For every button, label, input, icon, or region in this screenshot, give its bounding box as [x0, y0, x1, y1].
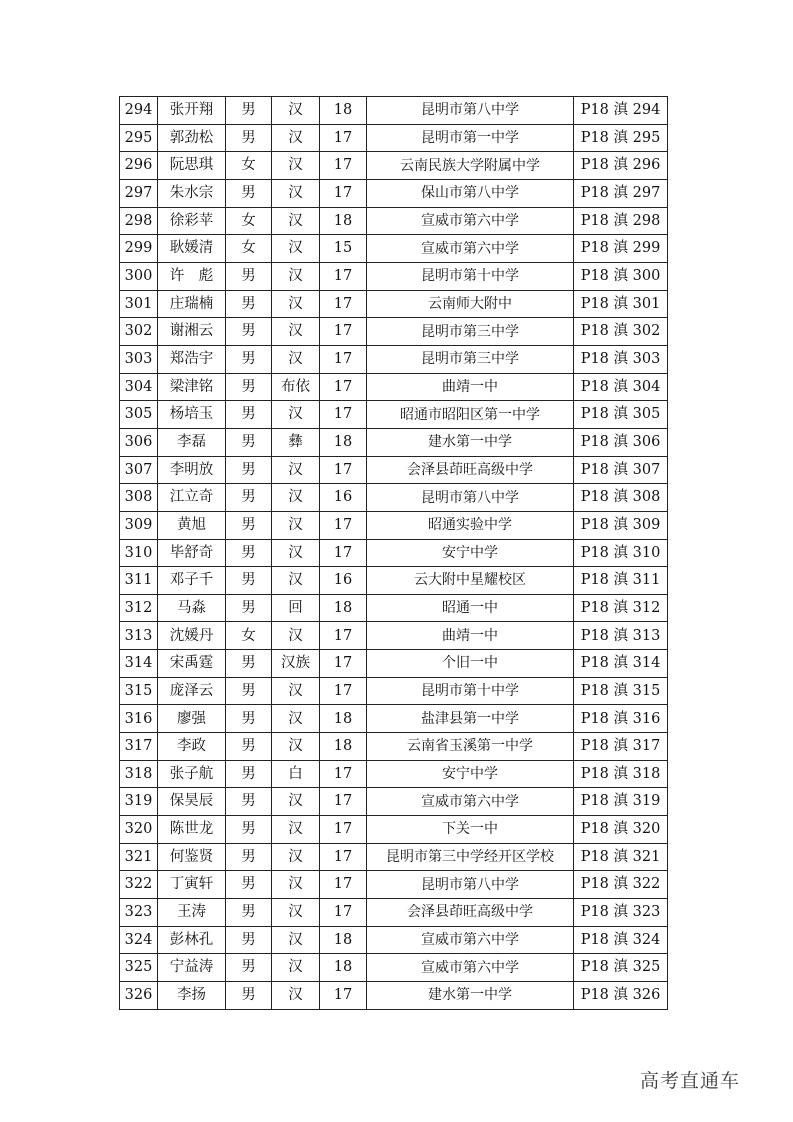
row-number-cell: 296 [120, 152, 158, 180]
row-number-cell: 300 [120, 262, 158, 290]
registration-id-cell: P18 滇 307 [574, 456, 668, 484]
student-name-cell: 张开翔 [158, 97, 226, 125]
ethnicity-cell: 汉 [272, 871, 320, 899]
row-number-cell: 303 [120, 345, 158, 373]
registration-id-cell: P18 滇 322 [574, 871, 668, 899]
registration-id-cell: P18 滇 303 [574, 345, 668, 373]
school-cell: 云大附中星耀校区 [367, 567, 574, 595]
gender-cell: 男 [226, 871, 272, 899]
registration-id-cell: P18 滇 297 [574, 179, 668, 207]
school-cell: 个旧一中 [367, 650, 574, 678]
registration-id-cell: P18 滇 324 [574, 926, 668, 954]
age-cell: 18 [320, 926, 367, 954]
table-row [120, 373, 668, 401]
ethnicity-cell: 汉 [272, 179, 320, 207]
table-row [120, 816, 668, 844]
ethnicity-cell: 汉 [272, 954, 320, 982]
row-number-cell: 308 [120, 484, 158, 512]
age-cell: 18 [320, 428, 367, 456]
table-row [120, 677, 668, 705]
row-number-cell: 322 [120, 871, 158, 899]
school-cell: 宣威市第六中学 [367, 788, 574, 816]
age-cell: 18 [320, 97, 367, 125]
gender-cell: 男 [226, 484, 272, 512]
age-cell: 18 [320, 207, 367, 235]
gender-cell: 男 [226, 650, 272, 678]
ethnicity-cell: 汉 [272, 484, 320, 512]
school-cell: 昆明市第十中学 [367, 677, 574, 705]
student-name-cell: 陈世龙 [158, 816, 226, 844]
watermark-text: 高考直通车 [640, 1070, 741, 1092]
ethnicity-cell: 汉 [272, 262, 320, 290]
gender-cell: 男 [226, 788, 272, 816]
registration-id-cell: P18 滇 314 [574, 650, 668, 678]
table-row [120, 428, 668, 456]
student-name-cell: 李明放 [158, 456, 226, 484]
registration-id-cell: P18 滇 310 [574, 539, 668, 567]
row-number-cell: 309 [120, 511, 158, 539]
registration-id-cell: P18 滇 320 [574, 816, 668, 844]
student-name-cell: 耿媛清 [158, 235, 226, 263]
registration-id-cell: P18 滇 304 [574, 373, 668, 401]
student-name-cell: 宋禹霆 [158, 650, 226, 678]
age-cell: 17 [320, 456, 367, 484]
table-row [120, 97, 668, 125]
ethnicity-cell: 汉 [272, 622, 320, 650]
registration-id-cell: P18 滇 309 [574, 511, 668, 539]
row-number-cell: 298 [120, 207, 158, 235]
table-row [120, 650, 668, 678]
age-cell: 18 [320, 594, 367, 622]
row-number-cell: 306 [120, 428, 158, 456]
row-number-cell: 318 [120, 760, 158, 788]
age-cell: 17 [320, 899, 367, 927]
row-number-cell: 294 [120, 97, 158, 125]
table-row [120, 733, 668, 761]
ethnicity-cell: 汉 [272, 677, 320, 705]
registration-id-cell: P18 滇 321 [574, 843, 668, 871]
gender-cell: 女 [226, 152, 272, 180]
school-cell: 昆明市第三中学 [367, 345, 574, 373]
gender-cell: 男 [226, 954, 272, 982]
gender-cell: 男 [226, 899, 272, 927]
age-cell: 17 [320, 290, 367, 318]
school-cell: 曲靖一中 [367, 622, 574, 650]
ethnicity-cell: 汉 [272, 539, 320, 567]
gender-cell: 男 [226, 262, 272, 290]
school-cell: 昭通一中 [367, 594, 574, 622]
table-row [120, 788, 668, 816]
school-cell: 保山市第八中学 [367, 179, 574, 207]
gender-cell: 男 [226, 760, 272, 788]
gender-cell: 男 [226, 843, 272, 871]
school-cell: 宣威市第六中学 [367, 207, 574, 235]
school-cell: 建水第一中学 [367, 428, 574, 456]
ethnicity-cell: 汉 [272, 207, 320, 235]
school-cell: 安宁中学 [367, 760, 574, 788]
table-row [120, 622, 668, 650]
school-cell: 昆明市第八中学 [367, 484, 574, 512]
student-name-cell: 庞泽云 [158, 677, 226, 705]
student-name-cell: 马淼 [158, 594, 226, 622]
school-cell: 曲靖一中 [367, 373, 574, 401]
row-number-cell: 324 [120, 926, 158, 954]
age-cell: 18 [320, 705, 367, 733]
school-cell: 昭通实验中学 [367, 511, 574, 539]
school-cell: 昆明市第十中学 [367, 262, 574, 290]
registration-id-cell: P18 滇 315 [574, 677, 668, 705]
registration-id-cell: P18 滇 298 [574, 207, 668, 235]
gender-cell: 男 [226, 982, 272, 1010]
row-number-cell: 326 [120, 982, 158, 1010]
school-cell: 宣威市第六中学 [367, 926, 574, 954]
school-cell: 会泽县茚旺高级中学 [367, 899, 574, 927]
school-cell: 安宁中学 [367, 539, 574, 567]
age-cell: 17 [320, 318, 367, 346]
registration-id-cell: P18 滇 296 [574, 152, 668, 180]
student-name-cell: 王涛 [158, 899, 226, 927]
school-cell: 昆明市第八中学 [367, 97, 574, 125]
school-cell: 昆明市第三中学 [367, 318, 574, 346]
row-number-cell: 325 [120, 954, 158, 982]
student-name-cell: 沈媛丹 [158, 622, 226, 650]
student-name-cell: 许 彪 [158, 262, 226, 290]
roster-table [119, 96, 668, 1010]
table-row [120, 843, 668, 871]
registration-id-cell: P18 滇 301 [574, 290, 668, 318]
ethnicity-cell: 汉 [272, 843, 320, 871]
table-row [120, 760, 668, 788]
ethnicity-cell: 汉 [272, 733, 320, 761]
ethnicity-cell: 汉 [272, 456, 320, 484]
ethnicity-cell: 汉 [272, 124, 320, 152]
registration-id-cell: P18 滇 305 [574, 401, 668, 429]
ethnicity-cell: 汉 [272, 235, 320, 263]
table-row [120, 539, 668, 567]
ethnicity-cell: 汉 [272, 97, 320, 125]
table-row [120, 345, 668, 373]
age-cell: 17 [320, 345, 367, 373]
gender-cell: 男 [226, 97, 272, 125]
row-number-cell: 302 [120, 318, 158, 346]
table-row [120, 207, 668, 235]
row-number-cell: 321 [120, 843, 158, 871]
school-cell: 昆明市第八中学 [367, 871, 574, 899]
gender-cell: 男 [226, 318, 272, 346]
age-cell: 17 [320, 816, 367, 844]
gender-cell: 女 [226, 235, 272, 263]
age-cell: 15 [320, 235, 367, 263]
registration-id-cell: P18 滇 318 [574, 760, 668, 788]
registration-id-cell: P18 滇 325 [574, 954, 668, 982]
row-number-cell: 310 [120, 539, 158, 567]
age-cell: 17 [320, 373, 367, 401]
age-cell: 17 [320, 788, 367, 816]
registration-id-cell: P18 滇 313 [574, 622, 668, 650]
gender-cell: 女 [226, 622, 272, 650]
gender-cell: 男 [226, 816, 272, 844]
table-row [120, 262, 668, 290]
student-name-cell: 彭林孔 [158, 926, 226, 954]
student-name-cell: 黄旭 [158, 511, 226, 539]
registration-id-cell: P18 滇 316 [574, 705, 668, 733]
age-cell: 17 [320, 871, 367, 899]
student-name-cell: 杨培玉 [158, 401, 226, 429]
table-row [120, 871, 668, 899]
gender-cell: 男 [226, 567, 272, 595]
table-row [120, 899, 668, 927]
table-row [120, 124, 668, 152]
row-number-cell: 301 [120, 290, 158, 318]
ethnicity-cell: 汉 [272, 816, 320, 844]
table-row [120, 567, 668, 595]
registration-id-cell: P18 滇 312 [574, 594, 668, 622]
ethnicity-cell: 汉 [272, 345, 320, 373]
ethnicity-cell: 汉 [272, 290, 320, 318]
row-number-cell: 315 [120, 677, 158, 705]
registration-id-cell: P18 滇 294 [574, 97, 668, 125]
registration-id-cell: P18 滇 299 [574, 235, 668, 263]
registration-id-cell: P18 滇 323 [574, 899, 668, 927]
registration-id-cell: P18 滇 319 [574, 788, 668, 816]
age-cell: 17 [320, 124, 367, 152]
school-cell: 昆明市第三中学经开区学校 [367, 843, 574, 871]
student-name-cell: 谢湘云 [158, 318, 226, 346]
student-name-cell: 李磊 [158, 428, 226, 456]
registration-id-cell: P18 滇 311 [574, 567, 668, 595]
school-cell: 会泽县茚旺高级中学 [367, 456, 574, 484]
ethnicity-cell: 汉 [272, 511, 320, 539]
age-cell: 17 [320, 622, 367, 650]
row-number-cell: 312 [120, 594, 158, 622]
student-name-cell: 徐彩苹 [158, 207, 226, 235]
row-number-cell: 319 [120, 788, 158, 816]
table-row [120, 484, 668, 512]
table-row [120, 511, 668, 539]
age-cell: 17 [320, 650, 367, 678]
row-number-cell: 314 [120, 650, 158, 678]
age-cell: 18 [320, 954, 367, 982]
student-name-cell: 郑浩宇 [158, 345, 226, 373]
age-cell: 18 [320, 733, 367, 761]
table-row [120, 290, 668, 318]
row-number-cell: 299 [120, 235, 158, 263]
gender-cell: 男 [226, 677, 272, 705]
gender-cell: 男 [226, 511, 272, 539]
ethnicity-cell: 汉 [272, 705, 320, 733]
school-cell: 云南师大附中 [367, 290, 574, 318]
student-name-cell: 李扬 [158, 982, 226, 1010]
age-cell: 17 [320, 179, 367, 207]
table-row [120, 926, 668, 954]
registration-id-cell: P18 滇 306 [574, 428, 668, 456]
ethnicity-cell: 汉 [272, 567, 320, 595]
gender-cell: 男 [226, 594, 272, 622]
row-number-cell: 295 [120, 124, 158, 152]
ethnicity-cell: 汉 [272, 318, 320, 346]
gender-cell: 男 [226, 401, 272, 429]
ethnicity-cell: 彝 [272, 428, 320, 456]
gender-cell: 男 [226, 373, 272, 401]
ethnicity-cell: 汉 [272, 152, 320, 180]
roster-body [120, 97, 668, 1010]
gender-cell: 男 [226, 705, 272, 733]
age-cell: 17 [320, 539, 367, 567]
student-name-cell: 朱水宗 [158, 179, 226, 207]
registration-id-cell: P18 滇 302 [574, 318, 668, 346]
gender-cell: 男 [226, 179, 272, 207]
row-number-cell: 311 [120, 567, 158, 595]
registration-id-cell: P18 滇 317 [574, 733, 668, 761]
student-name-cell: 何鉴贤 [158, 843, 226, 871]
school-cell: 宣威市第六中学 [367, 235, 574, 263]
student-name-cell: 张子航 [158, 760, 226, 788]
age-cell: 17 [320, 677, 367, 705]
row-number-cell: 320 [120, 816, 158, 844]
gender-cell: 男 [226, 124, 272, 152]
registration-id-cell: P18 滇 300 [574, 262, 668, 290]
school-cell: 宣威市第六中学 [367, 954, 574, 982]
table-row [120, 152, 668, 180]
student-name-cell: 毕舒奇 [158, 539, 226, 567]
ethnicity-cell: 白 [272, 760, 320, 788]
gender-cell: 男 [226, 345, 272, 373]
school-cell: 建水第一中学 [367, 982, 574, 1010]
table-row [120, 235, 668, 263]
row-number-cell: 304 [120, 373, 158, 401]
row-number-cell: 307 [120, 456, 158, 484]
gender-cell: 男 [226, 733, 272, 761]
registration-id-cell: P18 滇 295 [574, 124, 668, 152]
row-number-cell: 313 [120, 622, 158, 650]
school-cell: 盐津县第一中学 [367, 705, 574, 733]
student-name-cell: 李政 [158, 733, 226, 761]
table-row [120, 705, 668, 733]
ethnicity-cell: 汉 [272, 401, 320, 429]
school-cell: 云南民族大学附属中学 [367, 152, 574, 180]
school-cell: 下关一中 [367, 816, 574, 844]
student-name-cell: 丁寅轩 [158, 871, 226, 899]
student-name-cell: 邓子千 [158, 567, 226, 595]
gender-cell: 女 [226, 207, 272, 235]
row-number-cell: 323 [120, 899, 158, 927]
age-cell: 17 [320, 843, 367, 871]
ethnicity-cell: 回 [272, 594, 320, 622]
row-number-cell: 305 [120, 401, 158, 429]
student-name-cell: 庄瑞楠 [158, 290, 226, 318]
row-number-cell: 316 [120, 705, 158, 733]
school-cell: 云南省玉溪第一中学 [367, 733, 574, 761]
student-name-cell: 郭劲松 [158, 124, 226, 152]
age-cell: 17 [320, 511, 367, 539]
age-cell: 17 [320, 262, 367, 290]
gender-cell: 男 [226, 539, 272, 567]
age-cell: 17 [320, 152, 367, 180]
gender-cell: 男 [226, 290, 272, 318]
table-row [120, 456, 668, 484]
student-name-cell: 阮思琪 [158, 152, 226, 180]
student-name-cell: 江立奇 [158, 484, 226, 512]
age-cell: 17 [320, 401, 367, 429]
gender-cell: 男 [226, 428, 272, 456]
row-number-cell: 297 [120, 179, 158, 207]
registration-id-cell: P18 滇 308 [574, 484, 668, 512]
ethnicity-cell: 布依 [272, 373, 320, 401]
age-cell: 17 [320, 760, 367, 788]
registration-id-cell: P18 滇 326 [574, 982, 668, 1010]
ethnicity-cell: 汉 [272, 899, 320, 927]
age-cell: 16 [320, 567, 367, 595]
row-number-cell: 317 [120, 733, 158, 761]
school-cell: 昆明市第一中学 [367, 124, 574, 152]
gender-cell: 男 [226, 926, 272, 954]
student-name-cell: 宁益涛 [158, 954, 226, 982]
age-cell: 17 [320, 982, 367, 1010]
student-name-cell: 廖强 [158, 705, 226, 733]
age-cell: 16 [320, 484, 367, 512]
table-row [120, 179, 668, 207]
ethnicity-cell: 汉 [272, 788, 320, 816]
table-row [120, 594, 668, 622]
school-cell: 昭通市昭阳区第一中学 [367, 401, 574, 429]
table-row [120, 401, 668, 429]
table-row [120, 954, 668, 982]
gender-cell: 男 [226, 456, 272, 484]
ethnicity-cell: 汉 [272, 982, 320, 1010]
ethnicity-cell: 汉 [272, 926, 320, 954]
student-name-cell: 保昊辰 [158, 788, 226, 816]
ethnicity-cell: 汉族 [272, 650, 320, 678]
table-row [120, 318, 668, 346]
table-row [120, 982, 668, 1010]
student-name-cell: 梁津铭 [158, 373, 226, 401]
